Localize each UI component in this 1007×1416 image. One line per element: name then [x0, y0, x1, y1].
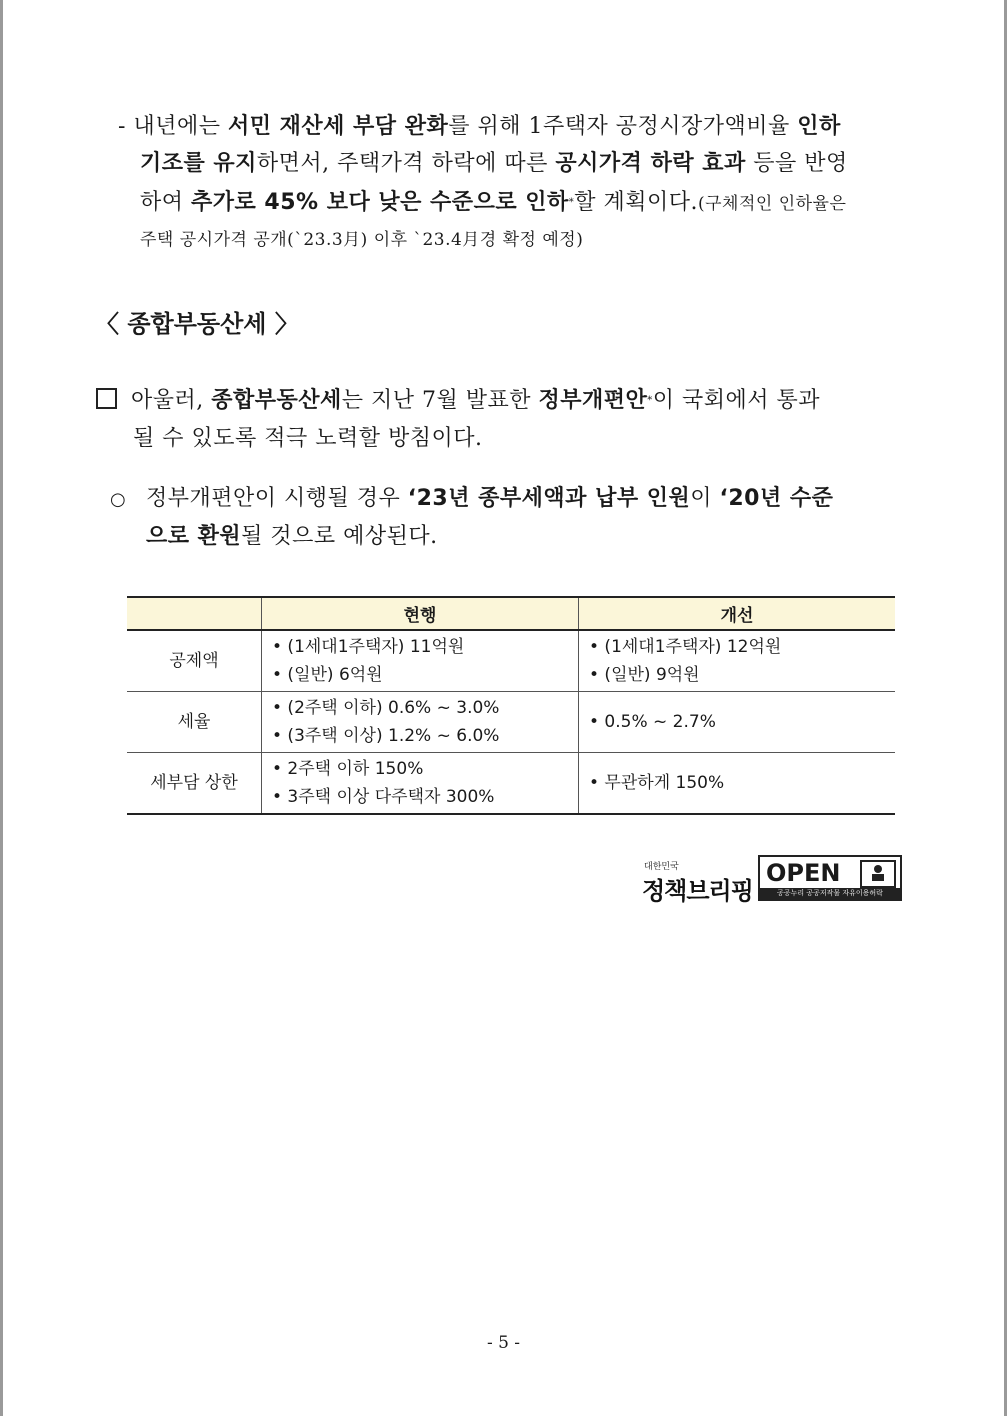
- cell-line: • (일반) 9억원: [589, 665, 700, 685]
- intro-line-3: [140, 184, 846, 223]
- text: 될 것으로 예상된다.: [241, 524, 438, 549]
- bold-text: 정부개편안: [538, 388, 648, 413]
- circle-bullet-icon: ○: [110, 489, 127, 510]
- logo-big-text: 정책브리핑: [642, 877, 753, 905]
- section-heading: 〈 종합부동산세 〉: [95, 310, 299, 338]
- text: 할 계획이다.: [574, 190, 698, 215]
- bold-text: 공시가격 하락 효과: [555, 151, 746, 176]
- text: 될 수 있도록 적극 노력할 방침이다.: [133, 426, 483, 451]
- bold-text: 종합부동산세: [211, 388, 342, 413]
- cell-line: • (3주택 이상) 1.2% ~ 6.0%: [272, 726, 500, 746]
- table-row: [127, 692, 895, 753]
- attribution-person-icon: [860, 860, 896, 888]
- text: 하여: [140, 190, 191, 215]
- cell-improved: [579, 692, 896, 753]
- cell-improved: [579, 630, 896, 692]
- header-current: 현행: [262, 597, 579, 630]
- page-number: - 5 -: [486, 1333, 521, 1353]
- dash-marker: -: [118, 114, 126, 139]
- footnote-star: *: [568, 197, 575, 208]
- text: 등을 반영: [745, 151, 848, 176]
- para3-line-2: [146, 518, 438, 555]
- bold-text: 기조를 유지: [140, 151, 257, 176]
- footnote-star: *: [647, 395, 653, 406]
- para2-line-2: [133, 420, 483, 457]
- open-word: OPEN: [766, 859, 841, 887]
- policy-briefing-logo: [642, 859, 752, 903]
- cell-line: • (1세대1주택자) 12억원: [589, 637, 782, 657]
- cell-current: [262, 630, 579, 692]
- cell-line: • (일반) 6억원: [272, 665, 383, 685]
- text: 이 국회에서 통과: [652, 388, 821, 413]
- bold-text: 인하: [797, 114, 841, 139]
- cell-improved: [579, 753, 896, 815]
- kogl-open-logo: [758, 855, 902, 901]
- row-label: 세율: [127, 692, 262, 753]
- text: 는 지난 7월 발표한: [341, 388, 539, 413]
- header-empty: [127, 597, 262, 630]
- intro-line-4: [140, 222, 583, 259]
- text: 를 위해 1주택자 공정시장가액비율: [448, 114, 798, 139]
- row-label: 공제액: [127, 630, 262, 692]
- logo-small-text: 대한민국: [644, 862, 679, 872]
- para3-line-1: [110, 480, 833, 518]
- bold-text: 으로 환원: [146, 524, 242, 549]
- intro-line-1: [118, 108, 841, 145]
- comparison-table: [127, 596, 895, 815]
- text: 내년에는: [133, 114, 228, 139]
- header-improved: 개선: [579, 597, 896, 630]
- row-label: 세부담 상한: [127, 753, 262, 815]
- cell-line: • 0.5% ~ 2.7%: [589, 712, 716, 732]
- table-row: [127, 630, 895, 692]
- cell-line: • 3주택 이상 다주택자 300%: [272, 787, 495, 807]
- cell-line: • (2주택 이하) 0.6% ~ 3.0%: [272, 698, 500, 718]
- cell-current: [262, 692, 579, 753]
- bold-text: 서민 재산세 부담 완화: [227, 114, 449, 139]
- bold-text: ‘20년 수준: [719, 486, 834, 511]
- cell-current: [262, 753, 579, 815]
- open-strip-text: 공공누리 공공저작물 자유이용허락: [760, 888, 900, 899]
- table-header-row: [127, 597, 895, 630]
- text: 정부개편안이 시행될 경우: [146, 486, 408, 511]
- text: 하면서, 주택가격 하락에 따른: [256, 151, 556, 176]
- intro-line-2: [140, 145, 848, 182]
- bold-text: ‘23년 종부세액과 납부 인원: [407, 486, 691, 511]
- cell-line: • 무관하게 150%: [589, 773, 725, 793]
- note-text: 주택 공시가격 공개(`23.3月) 이후 `23.4月경 확정 예정): [140, 230, 584, 250]
- table-row: [127, 753, 895, 815]
- logo-area: [642, 855, 904, 903]
- bold-text: 추가로 45% 보다 낮은 수준으로 인하: [191, 190, 569, 215]
- text: 아울러,: [131, 388, 212, 413]
- note-text: (구체적인 인하율은: [697, 194, 847, 214]
- text: 이: [690, 486, 720, 511]
- cell-line: • (1세대1주택자) 11억원: [272, 637, 465, 657]
- para2-line-1: [96, 382, 820, 419]
- square-bullet-icon: [96, 388, 117, 409]
- cell-line: • 2주택 이하 150%: [272, 759, 424, 779]
- page-border-left: [0, 0, 3, 1416]
